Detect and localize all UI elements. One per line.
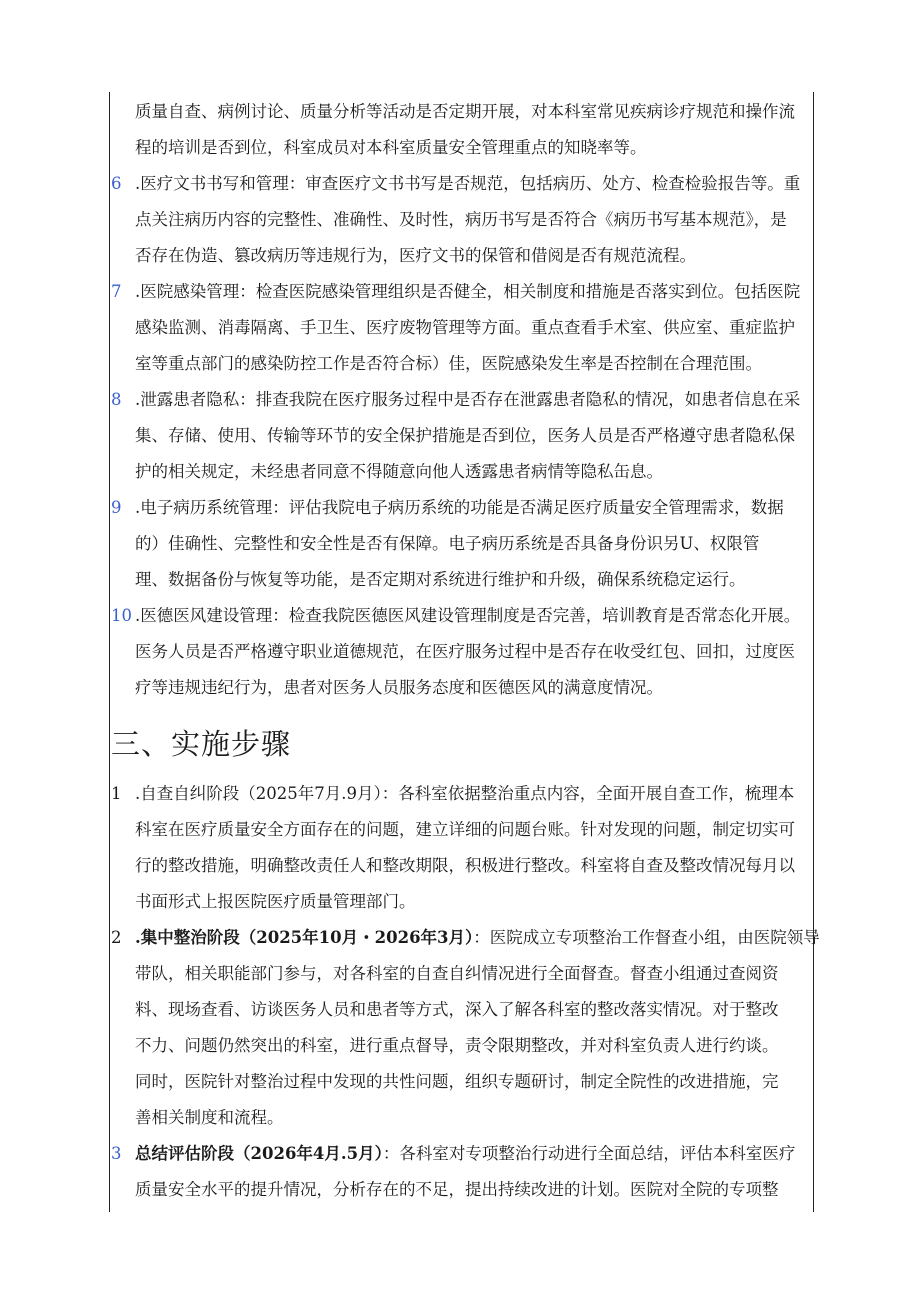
step-number: 3: [111, 1144, 122, 1163]
item-number: 7: [111, 282, 122, 301]
step-lead: .集中整治阶段（2025年10月・2026年3月）: [135, 928, 474, 947]
text-line: 疗等违规违纪行为，患者对医务人员服务态度和医德医风的满意度情况。: [135, 678, 663, 697]
item-number: 6: [111, 174, 122, 193]
step-lead: .自查自纠阶段（2025年7月.9月）: [135, 784, 382, 803]
text-line: ：各科室依据整治重点内容，全面开展自查工作，梳理本: [381, 784, 795, 803]
text-line: 集、存储、使用、传输等环节的安全保护措施是否到位，医务人员是否严格遵守患者隐私保: [135, 426, 795, 445]
item-number: 8: [111, 390, 122, 409]
document-body: [111, 94, 820, 1208]
text-line: 的）佳确性、完整性和安全性是否有保障。电子病历系统是否具备身份识另U、权限管: [135, 534, 760, 553]
text-line: 否存在伪造、篡改病历等违规行为，医疗文书的保管和借阅是否有规范流程。: [135, 246, 696, 265]
intro-paragraph: [111, 94, 811, 166]
text-line: 质量自查、病例讨论、质量分析等活动是否定期开展，对本科室常见疾病诊疗规范和操作流: [135, 102, 795, 121]
text-line: ：各科室对专项整治行动进行全面总结，评估本科室医疗: [382, 1144, 796, 1163]
text-line: 程的培训是否到位，科室成员对本科室质量安全管理重点的知晓率等。: [135, 138, 647, 157]
text-line: 感染监测、消毒隔离、手卫生、医疗废物管理等方面。重点查看手术室、供应室、重症监护: [135, 318, 795, 337]
text-line: 不力、问题仍然突出的科室，进行重点督导，责令限期整改，并对科室负责人进行约谈。: [135, 1036, 779, 1055]
step-number: 2: [111, 928, 122, 947]
text-line: 善相关制度和流程。: [135, 1108, 284, 1127]
text-line: 书面形式上报医院医疗质量管理部门。: [135, 892, 416, 911]
text-line: .电子病历系统管理：评估我院电子病历系统的功能是否满足医疗质量安全管理需求，数据: [135, 498, 784, 517]
item-6: [111, 166, 811, 274]
step-1: [111, 776, 811, 920]
text-line: 质量安全水平的提升情况，分析存在的不足，提出持续改进的计划。医院对全院的专项整: [135, 1180, 779, 1199]
text-line: .医院感染管理：检查医院感染管理组织是否健全，相关制度和措施是否落实到位。包括医院: [135, 282, 801, 301]
item-7: [111, 274, 811, 382]
text-line: .医疗文书书写和管理：审查医疗文书书写是否规范，包括病历、处方、检查检验报告等。重: [135, 174, 801, 193]
text-line: 行的整改措施，明确整改责任人和整改期限，积极进行整改。科室将自查及整改情况每月以: [135, 856, 795, 875]
step-2: [111, 920, 820, 1136]
item-9: [111, 490, 811, 598]
text-line: 带队，相关职能部门参与，对各科室的自查自纠情况进行全面督查。督查小组通过查阅资: [135, 964, 779, 983]
text-line: 同时，医院针对整治过程中发现的共性问题，组织专题研讨，制定全院性的改进措施，完: [135, 1072, 779, 1091]
text-line: 科室在医疗质量安全方面存在的问题，建立详细的问题台账。针对发现的问题，制定切实可: [135, 820, 795, 839]
step-lead: 总结评估阶段（2026年4月.5月）: [135, 1144, 383, 1163]
text-line: 料、现场查看、访谈医务人员和患者等方式，深入了解各科室的整改落实情况。对于整改: [135, 1000, 779, 1019]
item-number: 9: [111, 498, 122, 517]
text-line: .医德医风建设管理：检查我院医德医风建设管理制度是否完善，培训教育是否常态化开展。: [135, 606, 801, 625]
text-line: ：医院成立专项整治工作督查小组，由医院领导: [473, 928, 820, 947]
item-number: 10: [111, 606, 132, 625]
text-line: .泄露患者隐私：排查我院在医疗服务过程中是否存在泄露患者隐私的情况，如患者信息在采: [135, 390, 801, 409]
text-line: 护的相关规定，未经患者同意不得随意向他人透露患者病情等隐私缶息。: [135, 462, 663, 481]
step-number: 1: [111, 784, 122, 803]
text-line: 点关注病历内容的完整性、准确性、及时性，病历书写是否符合《病历书写基本规范》，是: [135, 210, 787, 229]
text-line: 理、数据备份与恢复等功能，是否定期对系统进行维护和升级，确保系统稳定运行。: [135, 570, 746, 589]
step-3: [111, 1136, 811, 1208]
item-8: [111, 382, 811, 490]
text-line: 医务人员是否严格遵守职业道德规范，在医疗服务过程中是否存在收受红包、回扣，过度医: [135, 642, 795, 661]
text-line: 室等重点部门的感染防控工作是否符合标）佳，医院感染发生率是否控制在合理范围。: [135, 354, 762, 373]
item-10: [111, 598, 811, 706]
section-heading: 三、实施步骤: [111, 727, 292, 761]
